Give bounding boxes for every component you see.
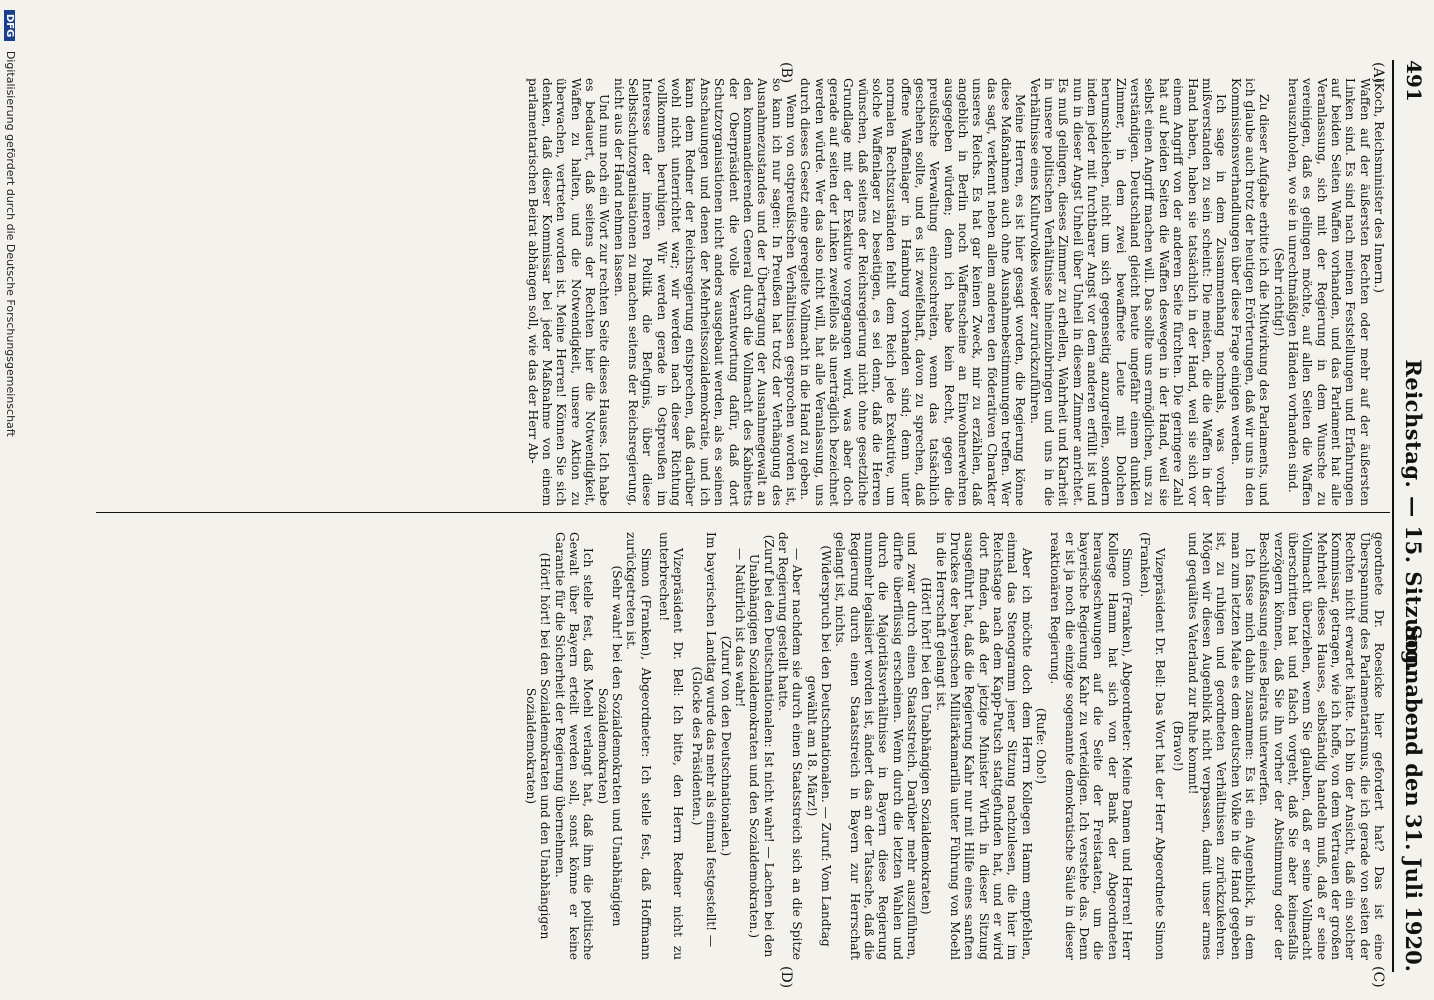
right-column [96, 532, 1386, 960]
paragraph: Simon (Franken), Abgeordneter: Meine Damen und Herren! Herr Kollege Hamm hat sich von der Bank der Abgeordneten herausgeschwungen auf die Seite der Freistaaten, um die bayerische Regierung Kahr zu verteidigen. Ich verstehe das. Denn er ist ja noch die einzige sogenannte demokratische Säule in dieser reaktionären Regierung. [1048, 532, 1135, 960]
paragraph: Im bayerischen Landtag wurde das mehr als einmal festgestellt! — [704, 532, 719, 948]
interjection: (Hört! hört! bei den Sozialdemokraten und den Unabhängigen Sozialdemokraten) [524, 552, 553, 940]
president-remark: Vizepräsident Dr. Bell: Das Wort hat der Herr Abgeordnete Simon (Franken). [1138, 532, 1167, 960]
paragraph: Simon (Franken), Abgeordneter: Ich stelle fest, daß Hoffmann zurückgetreten ist. [624, 532, 653, 960]
column-divider [96, 512, 1390, 513]
paragraph: Aber ich möchte doch dem Herrn Kollegen Hamm empfehlen, einmal das Stenogramm jener Sitzung nachzulesen, die hier im Reichstage nach dem Kapp-Putsch stattgefunden hat, und er wird dort finden, daß der jetzige Minister Wirth in dieser Sitzung ausgeführt hat, daß die Regierung Kahr nur mit Hilfe eines sanften Druckes der bayerischen Militärkamarilla unter Führung von Moehl in die Herrschaft gelangt ist. [933, 532, 1034, 960]
paragraph: geordnete Dr. Roesicke hier gefordert hat? Das ist eine Überspannung des Parlamentarismus, die ich gerade von seiten der Rechten nicht erwartet hätte. Ich bin der Ansicht, daß ein solcher Kommissar, getragen, wie ich hoffe, von dem Vertrauen der großen Mehrheit dieses Hauses, selbständig handeln muß, daß er seine Vollmacht überziehen, wenn Sie glauben, daß er seine Vollmacht überschritten hat und falsch vorgeht, daß Sie aber keinesfalls verzögern können, daß Sie ihn vorher der Abstimmung oder der Beschlußfassung eines Beirats unterwerfen. [1257, 532, 1386, 960]
interjection: (Zuruf bei den Deutschnationalen: Ist nicht wahr! — Lachen bei den Unabhängigen Sozialdemokraten und den Sozialdemokraten.) [747, 534, 776, 958]
paragraph: Ich sage in dem Zusammenhang nochmals, was vorhin mißverstanden zu sein scheint: Die meisten, die die Waffen in der Hand haben, haben sie tatsächlich in der Hand, weil sie sich vor einem Angriff von der anderen Seite fürchten. Die geringere Zahl hat auf beiden Seiten die Waffen deswegen in der Hand, weil sie selbst einen Angriff machen will. Das sollte uns ermöglichen, uns zu verständigen. Deutschland gleicht heute ungefähr einem dunklen Zimmer, in dem zwei bewaffnete Leute mit Dolchen herumschleichen, nicht um sich gegenseitig anzugreifen, sondern indem jeder mit furchtbarer Angst vor dem anderen erfüllt ist und nun in dieser Angst Unheil über Unheil in diesem Zimmer anrichtet. Es muß gelingen, dieses Zimmer zu erhellen, Wahrheit und Klarheit in unsere politischen Verhältnisse hineinzubringen und uns in die Verhältnisse eines Kulturvolkes wieder zurückzuführen. [1027, 78, 1229, 506]
interjection: (Rufe: Oho!) [1034, 707, 1049, 785]
interjection: (Widerspruch bei den Deutschnationalen. — Zuruf: Vom Landtag gewählt am 18. März!) [804, 545, 833, 947]
paragraph: Und nun noch ein Wort zur rechten Seite dieses Hauses. Ich habe es bedauert, daß seitens der Rechten hier die Notwendigkeit, Waffen zu halten, und die Notwendigkeit, unsere Aktion zu überwachen, vertreten worden ist. Meine Herren! Können Sie sich denken, daß dieser Kommissar bei jeder Maßnahme von einem parlamentarischen Beirat abhängen soll, wie das der Herr Ab- [525, 78, 612, 506]
paragraph: Wenn von ostpreußischen Verhältnissen gesprochen worden ist, so kann ich nur sagen: In Preußen hat trotz der Verhängung des Ausnahmezustandes und der Übertragung der Ausnahmegewalt an den kommandierenden General durch die Vollmacht des Kabinetts der Oberpräsident die volle Verantwortung dafür, daß dort Schutzorganisationen nicht anders ausgebaut werden, als es seinen Anschauungen und denen der Mehrheitssozialdemokratie, und ich kann dem Redner der Reichsregierung entsprechen, daß darüber wohl nicht unterrichtet war; wir werden nach dieser Richtung vollkommen beruhigen. Wir werden gerade in Ostpreußen im Interesse der inneren Politik die Befugnis, über diese Selbstschutzorganisationen zu machen seitens der Reichsregierung, nicht aus der Hand nehmen lassen. [611, 78, 798, 506]
paragraph: Zu dieser Aufgabe erbitte ich die Mitwirkung des Parlaments, und ich glaube auch trotz der heutigen Erörterungen, daß wir uns in den Kommissionsverhandlungen über diese Frage einigen werden. [1228, 78, 1272, 506]
session-date: Sonnabend den 31. Juli 1920. [1401, 624, 1426, 972]
paragraph: und zwar durch einen Staatsstreich. Darüber mehr auszuführen, dürfte überflüssig erscheinen. Wenn durch die letzten Wahlen und durch die Majoritätsverhältnisse in Bayern diese Regierung nunmehr legalisiert worden ist, ändert das an der Tatsache, daß die Regierung durch einen Staatsstreich in Bayern zur Herrschaft gelangt ist, nichts. [833, 532, 919, 960]
paragraph: — Natürlich ist das wahr! [732, 548, 747, 708]
digitization-footer [4, 0, 17, 1000]
dfg-logo: DFG [4, 10, 15, 41]
footer-text: Digitalisierung gefördert durch die Deutsche Forschungsgemeinschaft [4, 50, 17, 437]
paragraph: Meine Herren, es ist hier gesagt worden, die Regierung könne diese Maßnahmen auch ohne Ausnahmebestimmungen treffen. Wer das sagt, verkennt neben allem anderen den föderativen Charakter unseres Reichs. Es hat gar keinen Zweck, mir zu erzählen, daß angeblich in Berlin noch Waffenscheine an Einwohnerwehren ausgegeben würden; denn ich habe kein Recht, gegen die preußische Verwaltung einzuschreiten, wenn das tatsächlich geschehen sollte, und es ist zweifelhaft, davon zu sprechen, daß offene Waffenlager in Hamburg vorhanden sind; denn unter normalen Rechtszuständen fehlt dem Reich jede Exekutive, um solche Waffenlager zu beseitigen, es sei denn, daß die Herren wünschen, daß seitens der Reichsregierung nicht ohne gesetzliche Grundlage mit der Exekutive vorgegangen wird, was aber doch gerade auf seiten der Linken zweifellos als unerträglich bezeichnet werden würde. Wer das also nicht will, hat alle Veranlassung, uns durch dieses Gesetz eine geregelte Vollmacht in die Hand zu geben. [798, 78, 1028, 506]
paragraph: Waffen auf der äußersten Rechten oder mehr auf der äußersten Linken sind. Es sind nach meinen Feststellungen und Erfahrungen auf beiden Seiten Waffen vorhanden, und das Parlament hat alle Veranlassung, sich mit der Regierung in dem Wunsche zu vereinigen, daß es gelingen möchte, auf allen Seiten die Waffen herauszuholen, wo sie in unrechtmäßigen Händen vorhanden sind. [1285, 78, 1372, 506]
interjection: (Sehr wahr! bei den Sozialdemokraten und Unabhängigen Sozialdemokraten) [595, 565, 625, 927]
paragraph: Ich fasse mich dahin zusammen: Es ist ein Augenblick, in dem man zum letzten Male es dem deutschen Volke in die Hand gegeben ist, zu ruhigen und geordneten Verhältnissen zurückzukehren. Mögen wir diesen Augenblick nicht verpassen, damit unser armes und gequältes Vaterland zur Ruhe kommt! [1185, 532, 1257, 960]
margin-mark-c: (C) [1370, 966, 1386, 988]
interjection: (Zuruf von den Deutschnationalen.) [718, 635, 733, 857]
paragraph: — Aber nachdem sie durch einen Staatsstreich sich an die Spitze der Regierung gestellt hatte. [775, 532, 805, 960]
interjection: (Bravo!) [1171, 720, 1186, 772]
president-remark: Vizepräsident Dr. Bell: Ich bitte, den Herrn Redner nicht zu unterbrechen! [657, 532, 686, 960]
header-rule [1392, 60, 1394, 972]
page-header [1396, 60, 1426, 972]
interjection: (Sehr richtig!) [1271, 247, 1286, 337]
interjection: (Glocke des Präsidenten.) [689, 666, 704, 826]
left-column [96, 78, 1386, 506]
margin-mark-d: (D) [778, 966, 794, 989]
paragraph: Ich stelle fest, daß Moehl verlangt hat, daß ihm die politische Gewalt über Bayern erteilt werden soll, sonst könne er keine Garantie für die Sicherheit der Regierung übernehmen. [552, 532, 596, 960]
page-number: 491 [1402, 60, 1426, 102]
margin-mark-b: (B) [778, 62, 794, 84]
margin-mark-a: (A) [1370, 62, 1386, 84]
speaker-note: (Koch, Reichsminister des Innern.) [1372, 78, 1386, 293]
interjection: (Hört! hört! bei den Unabhängigen Sozialdemokraten) [919, 577, 934, 915]
running-title: Reichstag. — 15. Sitzung. [1401, 359, 1426, 673]
